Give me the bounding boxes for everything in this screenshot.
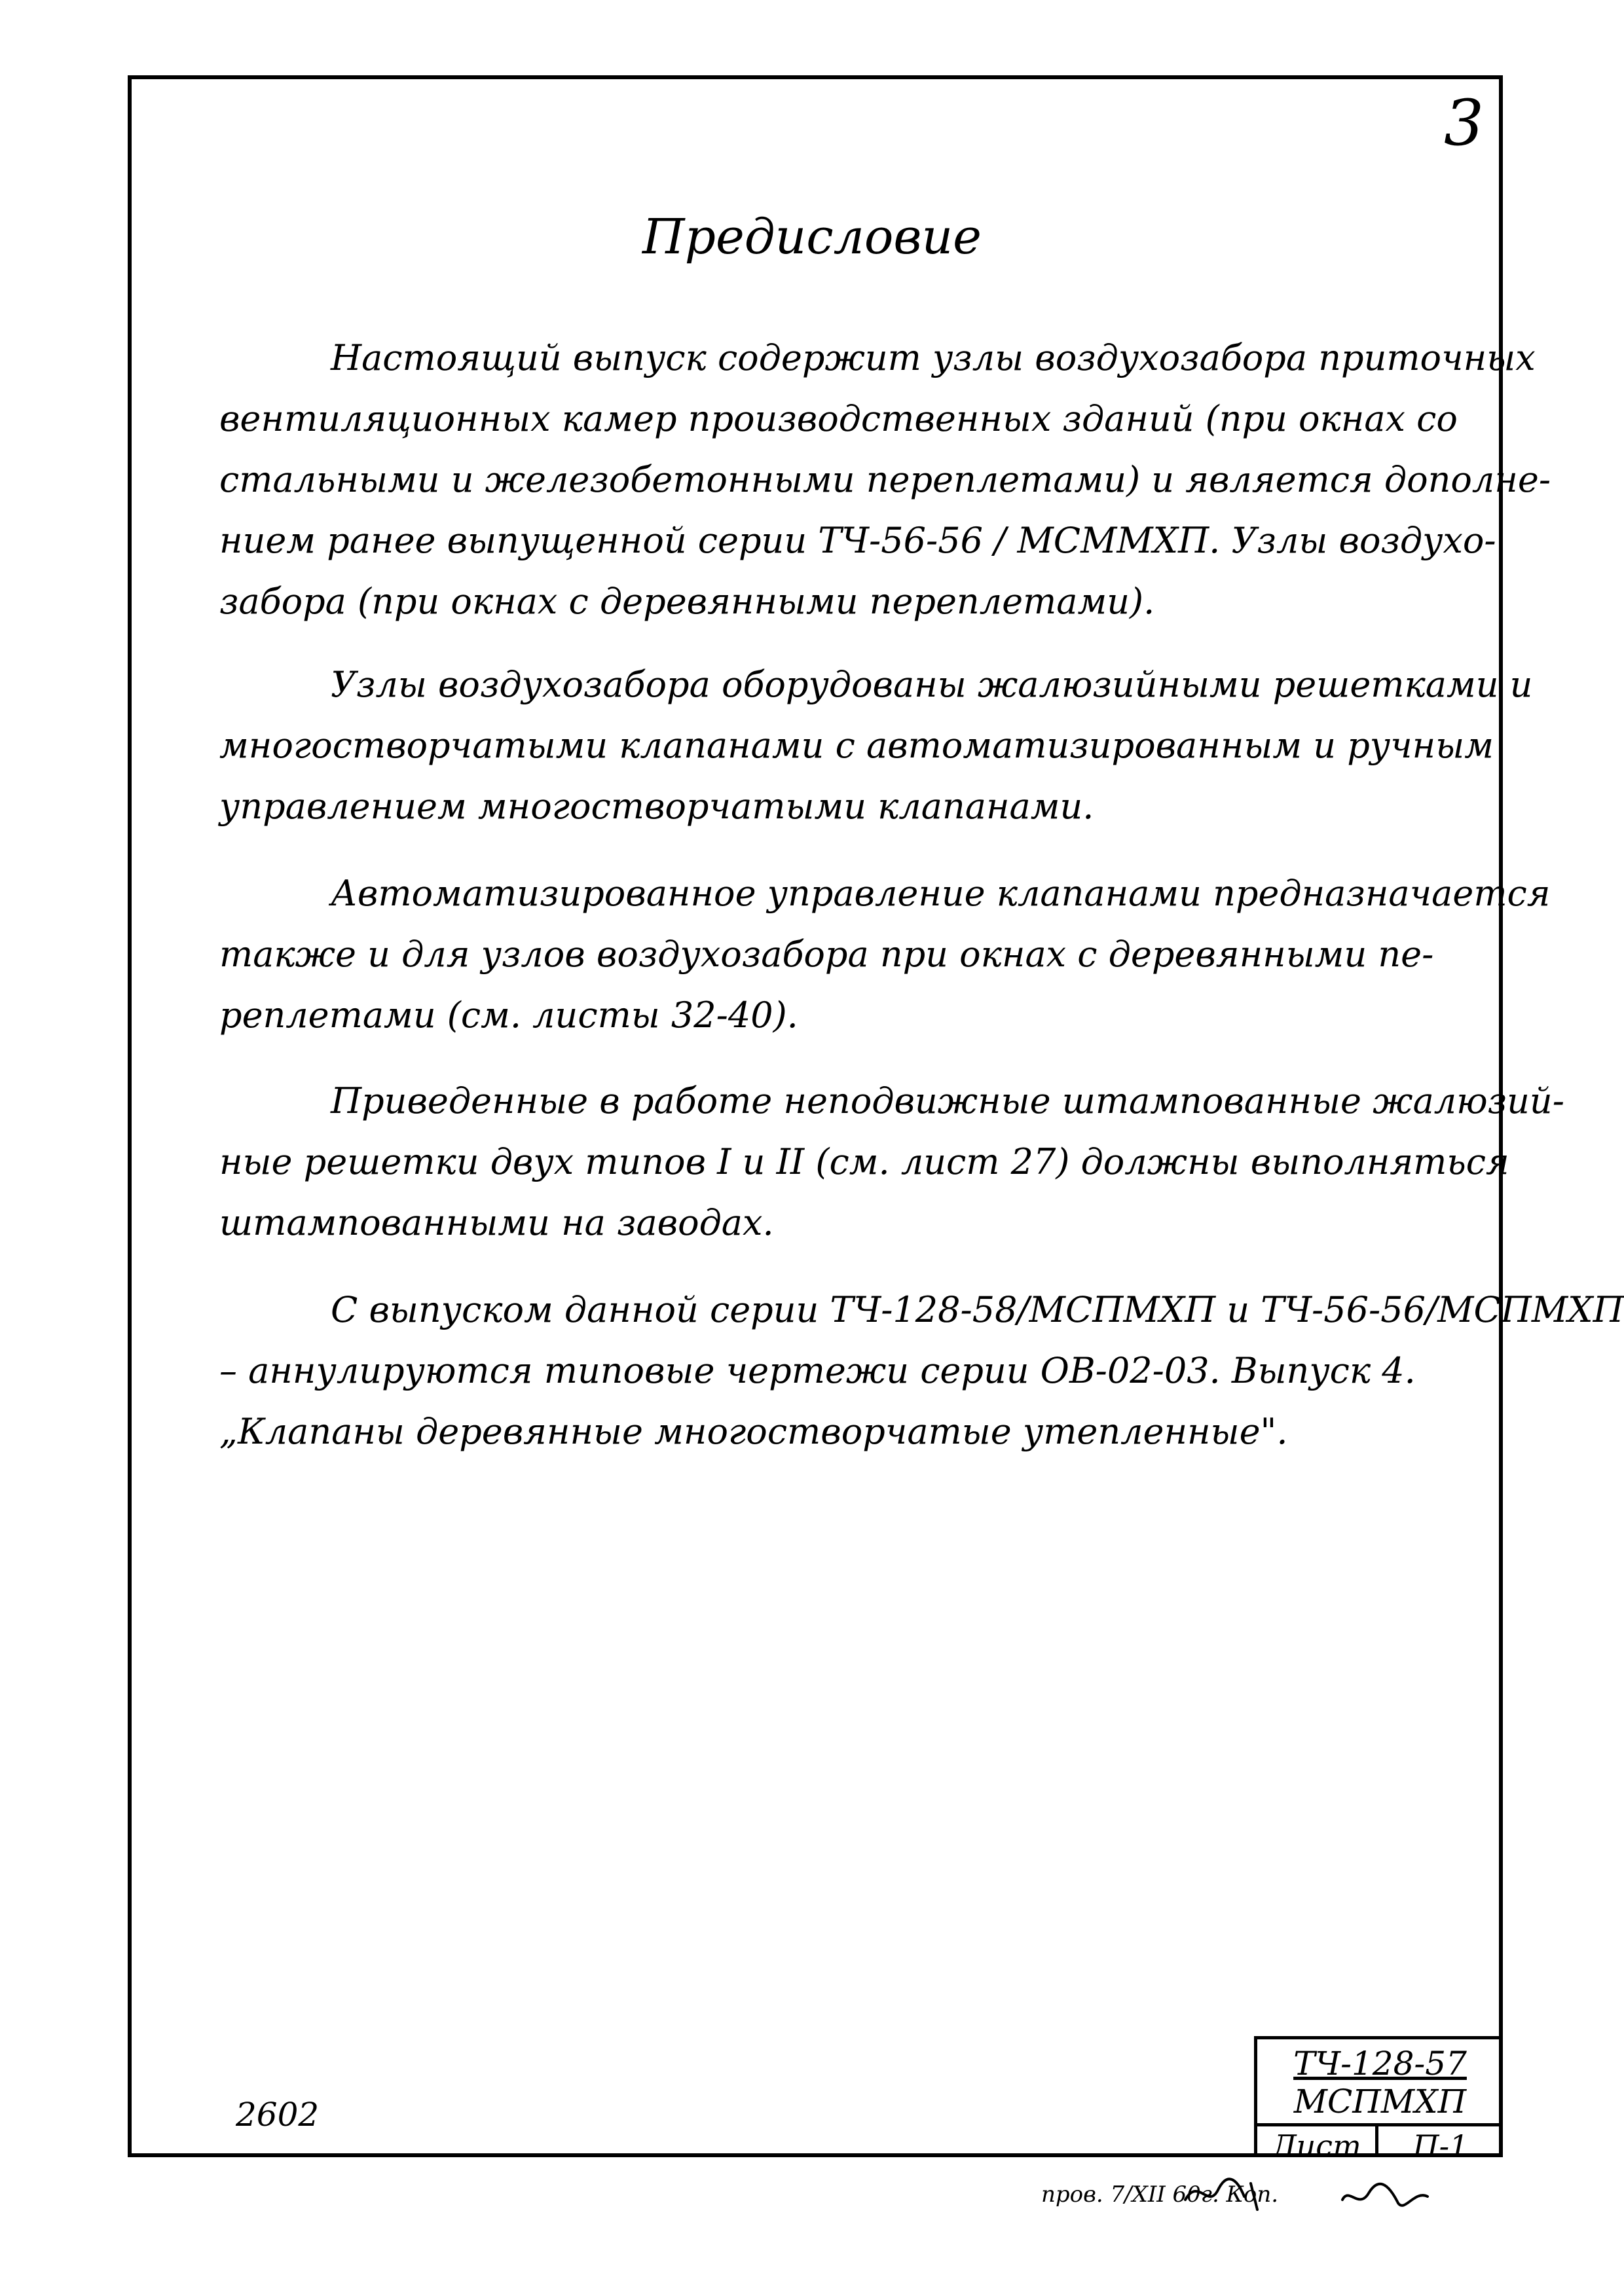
paragraph-line: также и для узлов воздухозабора при окнах с деревянными пе- [219, 934, 1434, 975]
paragraph-line: управлением многостворчатыми клапанами. [219, 786, 1094, 827]
paragraph-line: Узлы воздухозабора оборудованы жалюзийными решетками и [331, 664, 1533, 705]
signature-icon [1179, 2170, 1454, 2223]
paragraph-line: Приведенные в работе неподвижные штампованные жалюзий- [331, 1080, 1564, 1121]
paragraph-line: забора (при окнах с деревянными переплетами). [219, 581, 1155, 622]
paragraph-line: штампованными на заводах. [219, 1202, 774, 1243]
paragraph-line: – аннулируются типовые чертежи серии ОВ-02-03. Выпуск 4. [219, 1350, 1416, 1391]
paragraph-line: Настоящий выпуск содержит узлы воздухозабора приточных [331, 337, 1536, 378]
paragraph-line: ные решетки двух типов I и II (см. лист 27) должны выполняться [219, 1141, 1509, 1182]
paragraph-line: многостворчатыми клапанами с автоматизированным и ручным [219, 725, 1494, 766]
paragraph-line: реплетами (см. листы 32-40). [219, 994, 798, 1036]
paragraph-line: С выпуском данной серии ТЧ-128-58/МСПМХП и ТЧ-56-56/МСПМХП [331, 1289, 1624, 1330]
stamp-sheet-label: Лист [1271, 2128, 1361, 2164]
document-title: Предисловие [642, 209, 982, 265]
check-note: пров. 7/XII 60г. Коп. [1041, 2181, 1279, 2208]
paragraph-line: „Клапаны деревянные многостворчатые утепленные". [219, 1411, 1288, 1452]
paragraph-4 [219, 1070, 1564, 1253]
stamp-divider [1257, 2123, 1503, 2126]
foreword-body [219, 327, 1624, 1462]
paragraph-2 [219, 654, 1533, 837]
paragraph-line: Автоматизированное управление клапанами предназначается [331, 873, 1551, 914]
inventory-number: 2602 [236, 2096, 320, 2134]
paragraph-3 [219, 863, 1551, 1046]
paragraph-line: стальными и железобетонными переплетами) и является дополне- [219, 459, 1551, 500]
paragraph-1 [219, 327, 1551, 632]
stamp-organization: МСПМХП [1293, 2083, 1467, 2121]
title-block-stamp [1254, 2036, 1503, 2164]
stamp-sheet-value: П-1 [1412, 2128, 1469, 2164]
paragraph-line: вентиляционных камер производственных зданий (при окнах со [219, 398, 1458, 439]
page-number: 3 [1444, 86, 1485, 160]
paragraph-line: нием ранее выпущенной серии ТЧ-56-56 / МСММХП. Узлы воздухо- [219, 520, 1496, 561]
stamp-series-code: ТЧ-128-57 [1293, 2045, 1467, 2083]
paragraph-5 [219, 1279, 1624, 1462]
